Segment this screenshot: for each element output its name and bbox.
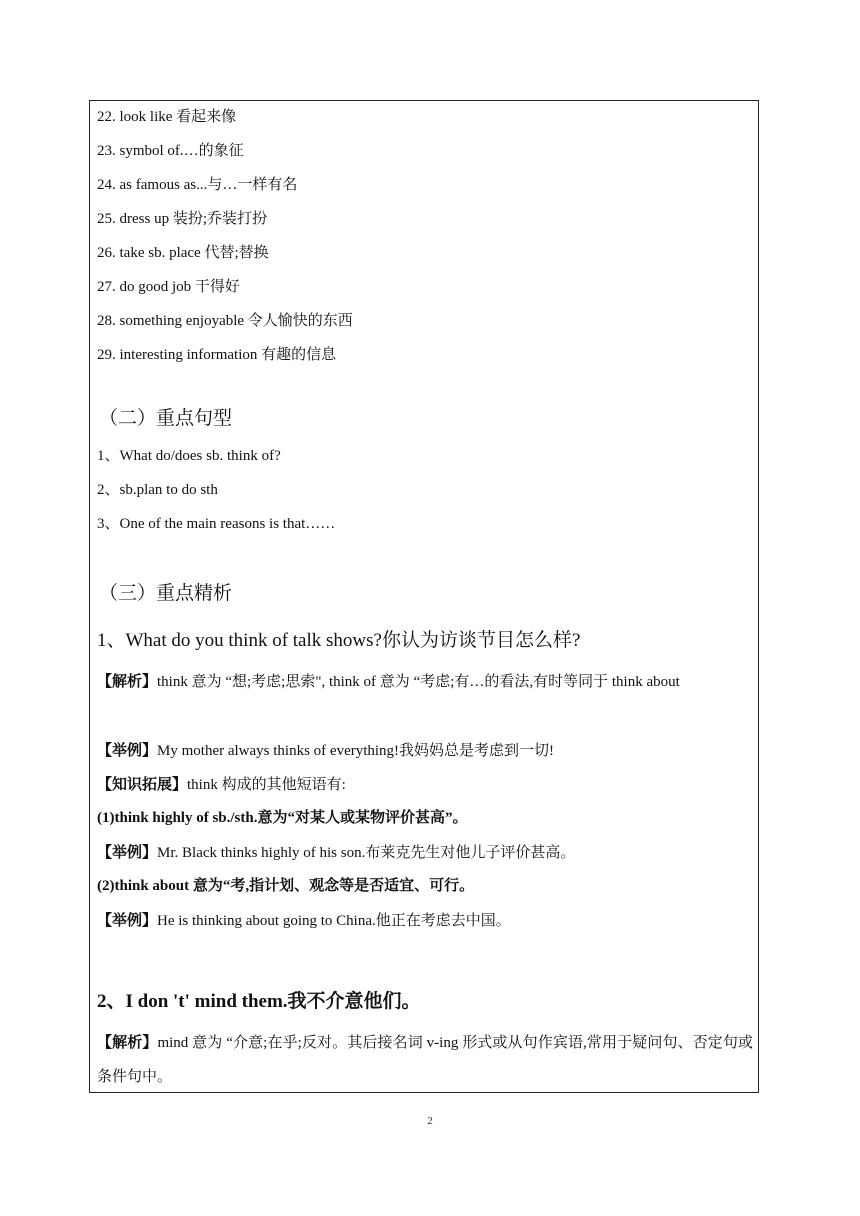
phrase-think-highly-of: (1)think highly of sb./sth.意为“对某人或某物评价甚高”。 (97, 810, 468, 826)
vocab-item-29: 29. interesting information 有趣的信息 (97, 347, 337, 363)
example-tag: 【举例】 (97, 843, 158, 861)
example-think-about (97, 910, 511, 931)
example-tag: 【举例】 (97, 741, 158, 759)
example-tag: 【举例】 (97, 911, 158, 929)
knowledge-extension (97, 774, 346, 795)
extension-text: think 构成的其他短语有: (187, 777, 346, 793)
section-heading-key-analysis: （三）重点精析 (99, 582, 233, 604)
vocab-item-27: 27. do good job 干得好 (97, 279, 240, 295)
analysis-tag: 【解析】 (97, 1033, 158, 1051)
analysis-tag: 【解析】 (97, 672, 158, 690)
example-text: He is thinking about going to China.他正在考虑去中国。 (157, 913, 511, 929)
vocab-item-24: 24. as famous as...与…一样有名 (97, 177, 298, 193)
question-2-title: 2、I don 't' mind them.我不介意他们。 (97, 991, 421, 1012)
phrase-think-about: (2)think about 意为“考,指计划、观念等是否适宜、可行。 (97, 878, 475, 894)
analysis-text: mind 意为 “介意;在乎;反对。其后接名词 v-ing 形式或从句作宾语,常用于疑问句、否定句或条件句中。 (97, 1035, 753, 1085)
sentence-pattern-3: 3、One of the main reasons is that…… (97, 516, 336, 532)
vocab-item-26: 26. take sb. place 代替;替换 (97, 245, 269, 261)
question-1-example (97, 740, 554, 761)
question-2-analysis (97, 1025, 753, 1094)
extension-tag: 【知识拓展】 (97, 775, 188, 793)
vocab-item-22: 22. look like 看起来像 (97, 109, 237, 125)
page-number: 2 (427, 1115, 433, 1127)
analysis-text: think 意为 “想;考虑;思索", think of 意为 “考虑;有…的看法,有时等同于 think about (157, 674, 680, 690)
question-1-title: 1、What do you think of talk shows?你认为访谈节目怎么样? (97, 630, 581, 651)
sentence-pattern-2: 2、sb.plan to do sth (97, 482, 218, 498)
section-heading-key-sentences: （二）重点句型 (99, 407, 233, 429)
sentence-pattern-1: 1、What do/does sb. think of? (97, 448, 281, 464)
vocab-item-23: 23. symbol of.…的象征 (97, 143, 244, 159)
example-text: Mr. Black thinks highly of his son.布莱克先生对他儿子评价甚高。 (157, 845, 576, 861)
vocab-item-25: 25. dress up 装扮;乔装打扮 (97, 211, 267, 227)
example-think-highly-of (97, 842, 575, 863)
question-1-analysis (97, 664, 753, 699)
example-text: My mother always thinks of everything!我妈妈总是考虑到一切! (157, 743, 555, 759)
vocab-item-28: 28. something enjoyable 令人愉快的东西 (97, 313, 353, 329)
